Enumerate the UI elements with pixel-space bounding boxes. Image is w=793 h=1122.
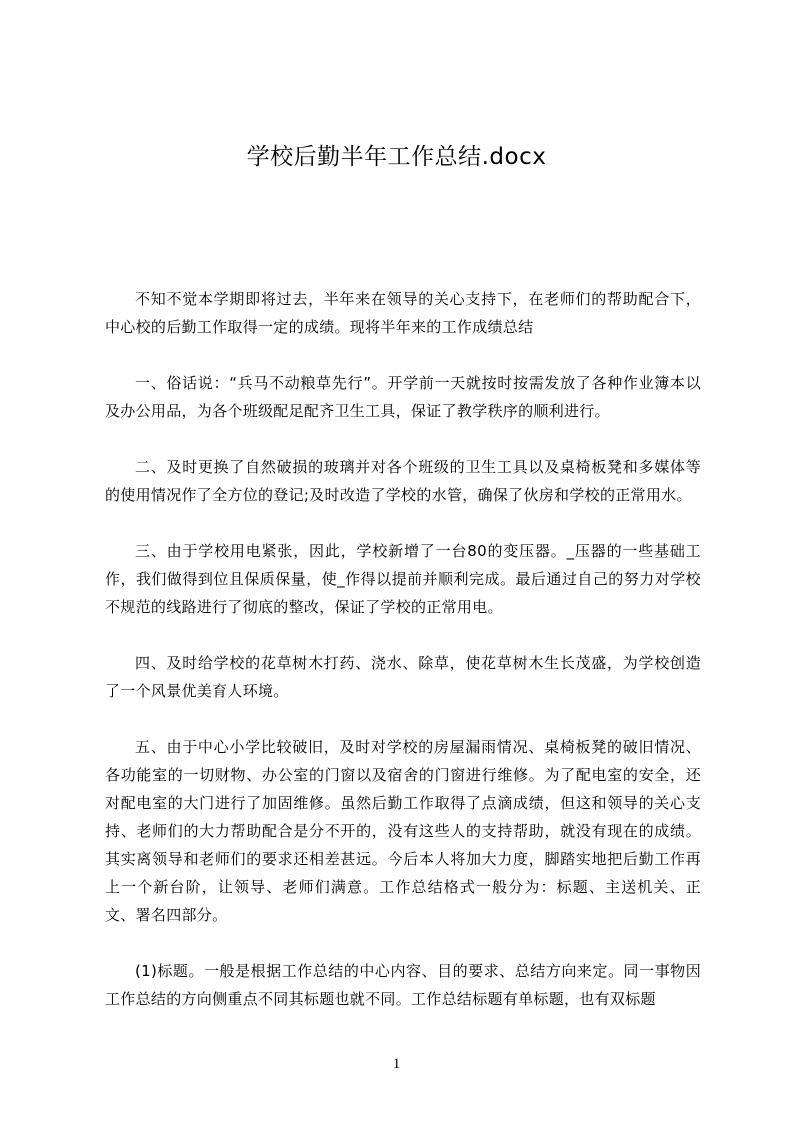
paragraph-title-format: (1)标题。一般是根据工作总结的中心内容、目的要求、总结方向来定。同一事物因工作总结的方向侧重点不同其标题也就不同。工作总结标题有单标题，也有双标题: [105, 962, 701, 1008]
paragraph-item-5: 五、由于中心小学比较破旧，及时对学校的房屋漏雨情况、桌椅板凳的破旧情况、各功能室的一切财物、办公室的门窗以及宿舍的门窗进行维修。为了配电室的安全，还对配电室的大门进行了加固维修。虽然后勤工作取得了点滴成绩，但这和领导的关心支持、老师们的大力帮助配合是分不开的，没有这些人的支持帮助，就没有现在的成绩。其实离领导和老师们的要求还相差甚远。今后本人将加大力度，脚踏实地把后勤工作再上一个新台阶，让领导、老师们满意。工作总结格式一般分为：标题、主送机关、正文、署名四部分。: [105, 738, 701, 924]
paragraph-intro: 不知不觉本学期即将过去，半年来在领导的关心支持下，在老师们的帮助配合下，中心校的后勤工作取得一定的成绩。现将半年来的工作成绩总结: [105, 290, 701, 336]
paragraph-item-1: 一、俗话说：“兵马不动粮草先行”。开学前一天就按时按需发放了各种作业簿本以及办公用品，为各个班级配足配齐卫生工具，保证了教学秩序的顺利进行。: [105, 374, 701, 420]
paragraph-item-4: 四、及时给学校的花草树木打药、浇水、除草，使花草树木生长茂盛，为学校创造了一个风景优美育人环境。: [105, 654, 701, 700]
paragraph-item-3: 三、由于学校用电紧张，因此，学校新增了一台80的变压器。_压器的一些基础工作，我们做得到位且保质保量，使_作得以提前并顺利完成。最后通过自己的努力对学校不规范的线路进行了彻底的整改，保证了学校的正常用电。: [105, 542, 701, 616]
document-title: 学校后勤半年工作总结.docx: [246, 144, 547, 170]
page-number: 1: [392, 1056, 401, 1072]
paragraph-item-2: 二、及时更换了自然破损的玻璃并对各个班级的卫生工具以及桌椅板凳和多媒体等的使用情况作了全方位的登记;及时改造了学校的水管，确保了伙房和学校的正常用水。: [105, 458, 701, 504]
document-body: [105, 285, 701, 1041]
